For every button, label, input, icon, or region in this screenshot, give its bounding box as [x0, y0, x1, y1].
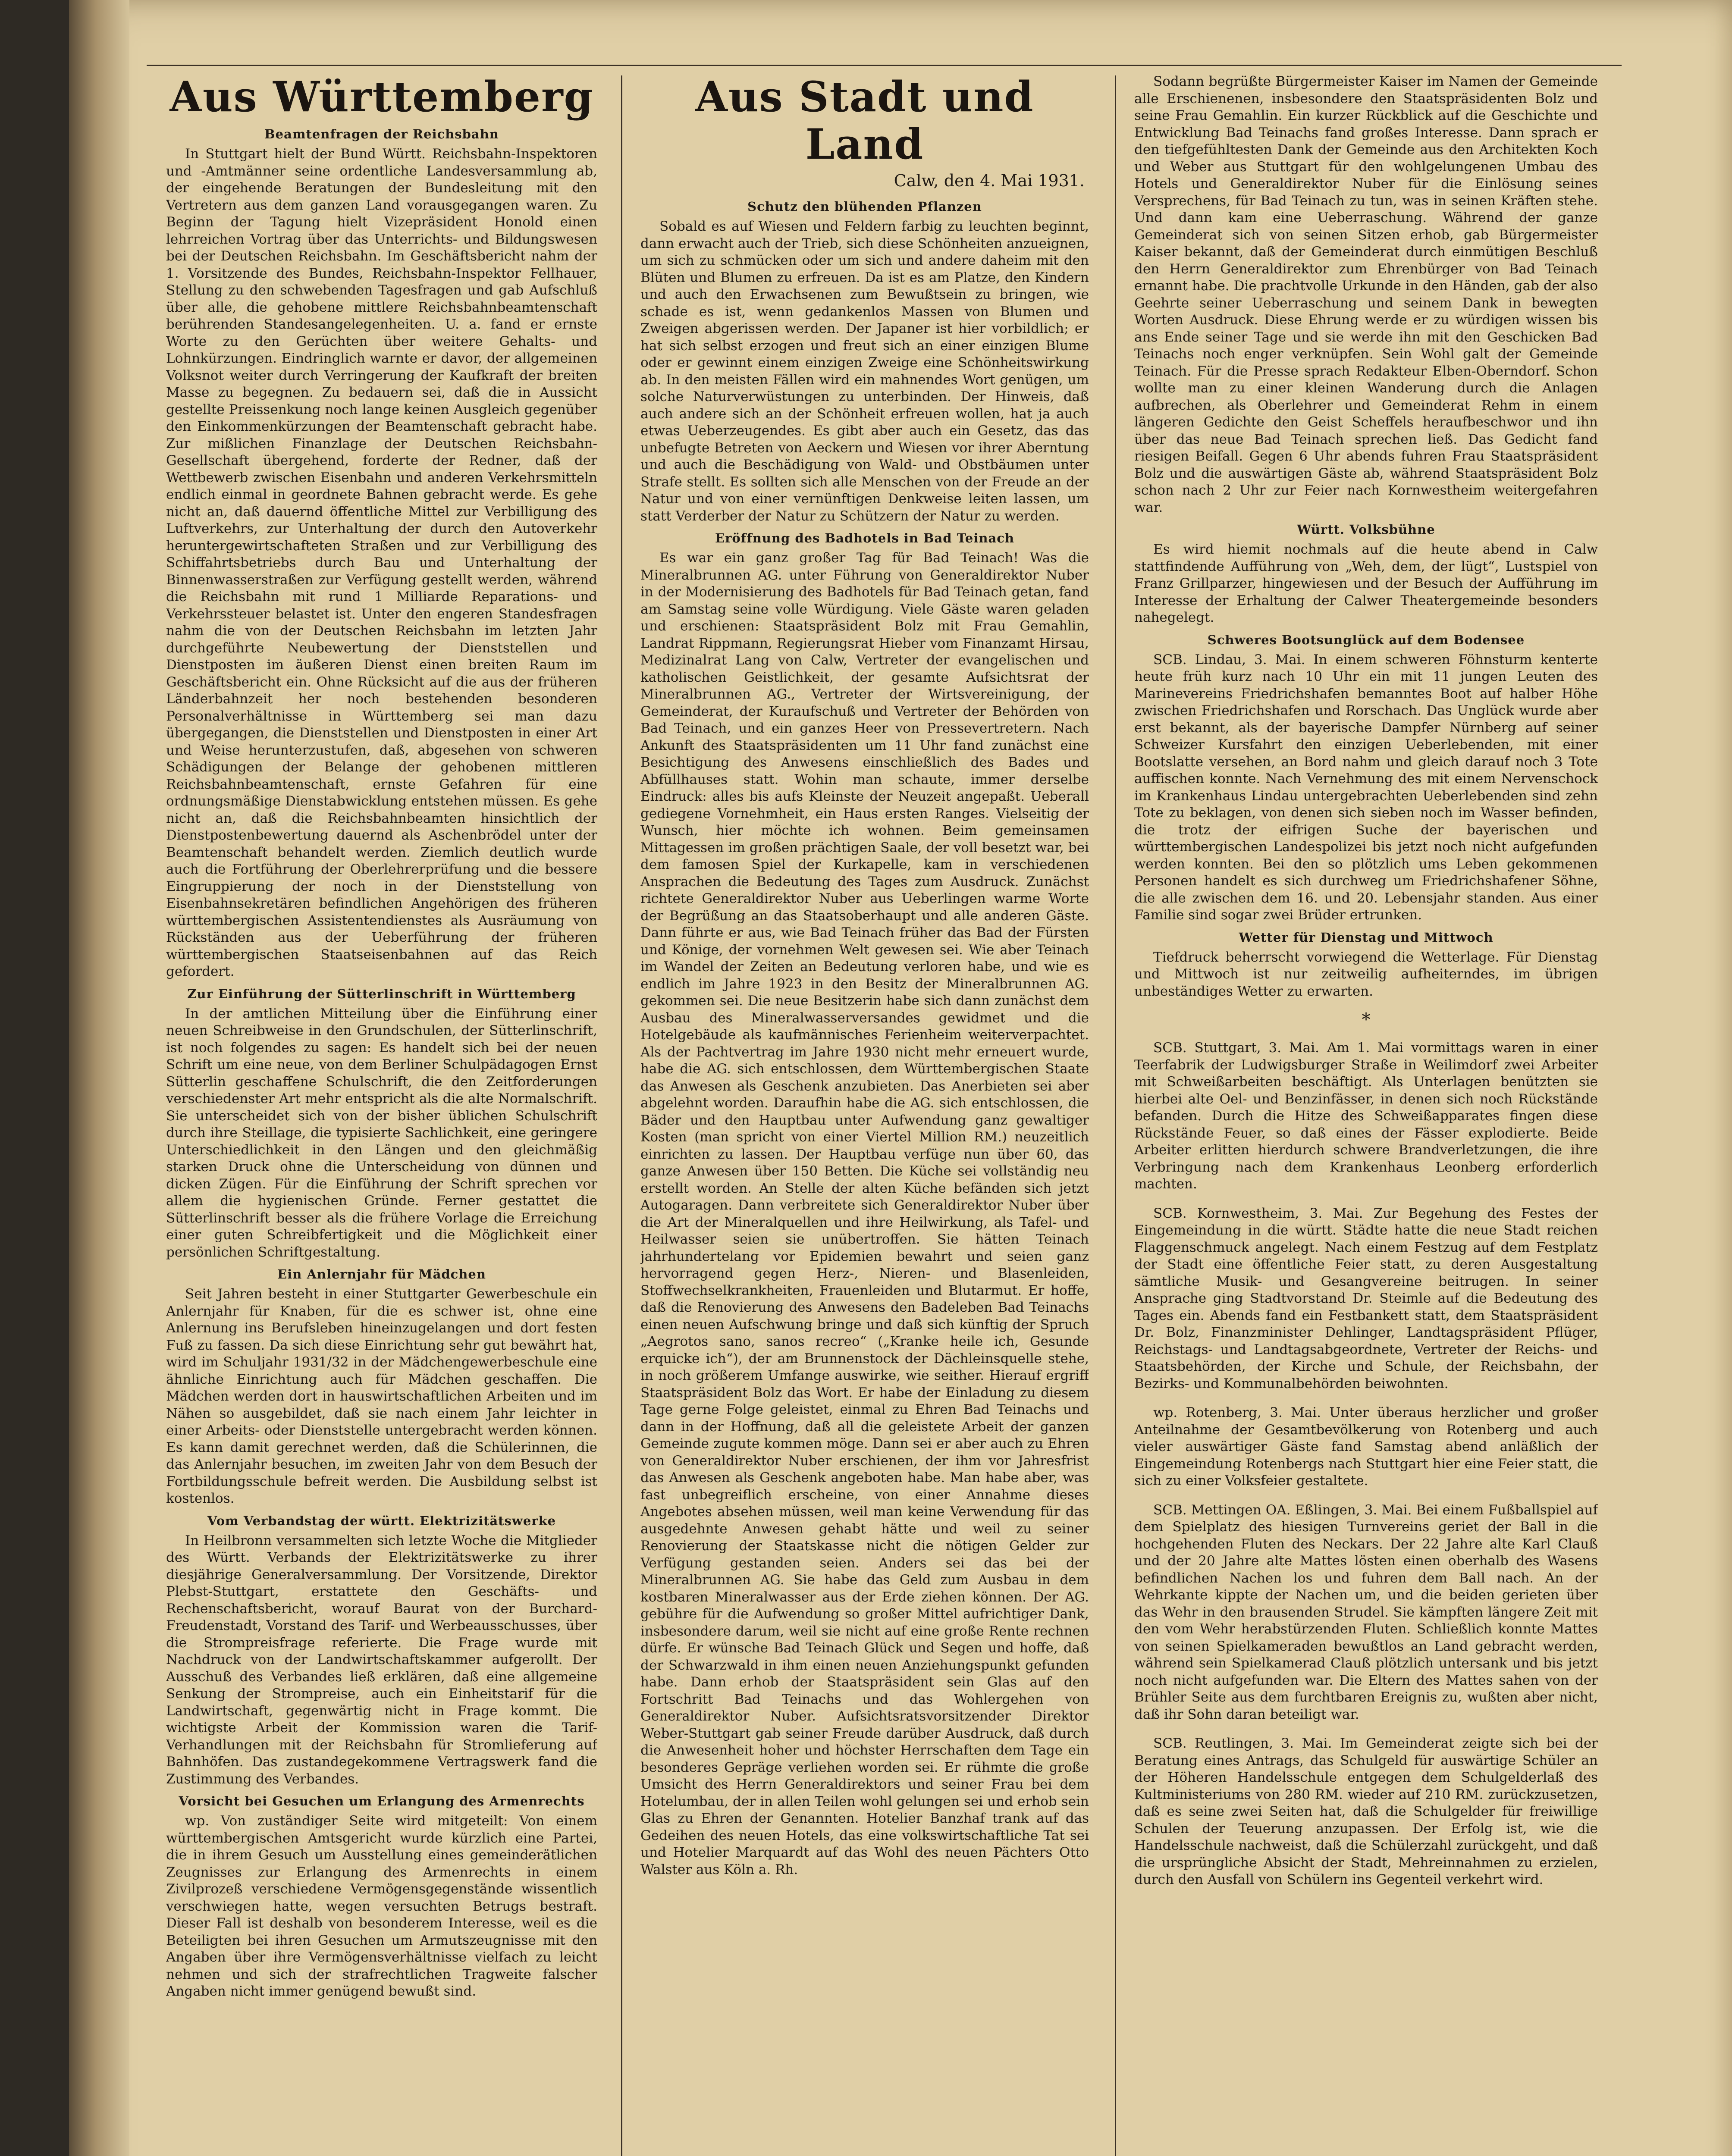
article-text: Tiefdruck beherrscht vorwiegend die Wetterlage. Für Dienstag und Mittwoch ist nur zeitweilig aufheiterndes, im übrigen unbeständiges Wetter zu erwarten. — [1134, 949, 1598, 999]
article-heading: Beamtenfragen der Reichsbahn — [264, 127, 499, 141]
section-title: Aus Württemberg — [169, 73, 594, 121]
article-heading: Vom Verbandstag der württ. Elektrizitätswerke — [207, 1513, 556, 1528]
dateline: Calw, den 4. Mai 1931. — [894, 171, 1085, 190]
article-heading: Ein Anlernjahr für Mädchen — [277, 1267, 486, 1282]
article-heading: Wetter für Dienstag und Mittwoch — [1239, 930, 1494, 945]
article-heading: Schutz den blühenden Pflanzen — [747, 199, 982, 214]
column-wuerttemberg — [166, 73, 597, 2156]
section-title: Aus Stadt und Land — [695, 73, 1034, 169]
spacer — [1134, 1723, 1598, 1735]
article-heading: Zur Einführung der Sütterlinschrift in Württemberg — [187, 986, 576, 1001]
page-fold-shadow — [69, 0, 129, 2156]
column-rule-2 — [1115, 75, 1116, 2156]
news-item: SCB. Reutlingen, 3. Mai. Im Gemeinderat zeigte sich bei der Beratung eines Antrags, das Schulgeld für auswärtige Schüler an der Höheren Handelsschule entgegen dem Schulgelderlaß des Kultministeriums von 280 RM. wieder auf 210 RM. zurückzusetzen, daß es seine zwei Seiten hat, daß die Schulgelder für freiwillige Schulen der Teuerung anzupassen. Der Erfolg ist, wie die Handelsschule nachweist, daß die Schülerzahl zurückgeht, und daß die ursprüngliche Absicht der Stadt, Mehreinnahmen zu erzielen, durch den Ausfall von Schülern ins Gegenteil verkehrt wird. — [1134, 1736, 1598, 1887]
spacer — [1134, 1193, 1598, 1205]
article-text: Sobald es auf Wiesen und Feldern farbig zu leuchten beginnt, dann erwacht auch der Trieb, sich diese Schönheiten anzueignen, um sich zu schmücken oder um sich und andere daheim mit den Blüten und Blumen zu erfreuen. Da ist es am Platze, den Kindern und auch den Erwachsenen zum Bewußtsein zu bringen, wie schade es ist, wenn gedankenlos Massen von Blumen und Zweigen abgerissen werden. Der Japaner ist hier vorbildlich; er hat sich selbst erzogen und freut sich an einer einzigen Blume oder er gewinnt einem einzigen Zweige eine Schönheitswirkung ab. In den meisten Fällen wird ein mahnendes Wort genügen, um solche Naturverwüstungen zu unterbinden. Der Hinweis, daß auch andere sich an der Schönheit erfreuen wollen, hat ja auch etwas Ueberzeugendes. Es gibt aber auch ein Gesetz, das das unbefugte Betreten von Aeckern und Wiesen vor ihrer Aberntung und auch die Beschädigung von Wald- und Obstbäumen unter Strafe stellt. Es sollten sich alle Menschen von der Freude an der Natur und von einer vernünftigen Denkweise leiten lassen, um statt Verderber der Natur zu Schützern der Natur zu werden. — [640, 219, 1089, 524]
news-item: wp. Rotenberg, 3. Mai. Unter überaus herzlicher und großer Anteilnahme der Gesamtbevölkerung von Rotenberg und auch vieler auswärtiger Gäste fand Samstag abend anläßlich der Eingemeindung Rotenbergs nach Stuttgart hier eine Feier statt, die sich zu einer Volksfeier gestaltete. — [1134, 1405, 1598, 1489]
spacer — [1134, 1490, 1598, 1502]
article-heading: Vorsicht bei Gesuchen um Erlangung des Armenrechts — [179, 1794, 585, 1808]
article-text: wp. Von zuständiger Seite wird mitgeteilt: Von einem württembergischen Amtsgericht wurde kürzlich eine Partei, die in ihrem Gesuch um Ausstellung eines gemeinderätlichen Zeugnisses zur Erlangung des Armenrechts in einem Zivilprozeß verschiedene Vermögensgegenstände wissentlich verschwiegen hatte, wegen versuchten Betrugs bestraft. Dieser Fall ist deshalb von besonderem Interesse, weil es die Beteiligten bei ihren Gesuchen um Armutszeugnisse mit den Angaben über ihre Vermögensverhältnisse vielfach zu leicht nehmen und sich der strafrechtlichen Tragweite falscher Angaben nicht immer genügend bewußt sind. — [166, 1813, 597, 1999]
article-text: SCB. Lindau, 3. Mai. In einem schweren Föhnsturm kenterte heute früh kurz nach 10 Uhr ein mit 11 jungen Leuten des Marinevereins Friedrichshafen bemanntes Boot auf halber Höhe zwischen Friedrichshafen und Rorschach. Das Unglück wurde aber erst bekannt, als der bayerische Dampfer Nürnberg auf seiner Schweizer Kursfahrt den einzigen Ueberlebenden, mit einer Bootslatte versehen, an Bord nahm und gleich darauf noch 3 Tote auffischen konnte. Nach Vernehmung des mit einem Nervenschock im Krankenhaus Lindau untergebrachten Ueberlebenden sind zehn Tote zu beklagen, von denen sich sieben noch im Wasser befinden, die trotz der eifrigen Suche der bayerischen und württembergischen Landespolizei bis jetzt noch nicht aufgefunden werden konnten. Bei den so plötzlich ums Leben gekommenen Personen handelt es sich durchweg um Friedrichshafener Söhne, die alle zwischen dem 16. und 20. Lebensjahr standen. Aus einer Familie sind sogar zwei Brüder ertrunken. — [1134, 652, 1598, 923]
article-text: Es war ein ganz großer Tag für Bad Teinach! Was die Mineralbrunnen AG. unter Führung von Generaldirektor Nuber in der Modernisierung des Badhotels für Bad Teinach getan, fand am Samstag seine volle Würdigung. Viele Gäste waren geladen und erschienen: Staatspräsident Bolz mit Frau Gemahlin, Landrat Rippmann, Regierungsrat Hieber vom Finanzamt Hirsau, Medizinalrat Lang von Calw, Vertreter der evangelischen und katholischen Geistlichkeit, der gesamte Aufsichtsrat der Mineralbrunnen AG., Vertreter der Wirtsvereinigung, der Gemeinderat, der Kuraufschuß und Vertreter der Behörden von Bad Teinach, und ein ganzes Heer von Pressevertretern. Nach Ankunft des Staatspräsidenten um 11 Uhr fand zunächst eine Besichtigung des Anwesens einschließlich des Bades und Abfüllhauses statt. Wohin man schaute, immer derselbe Eindruck: alles bis aufs Kleinste der Neuzeit angepaßt. Ueberall gediegene Vornehmheit, ein Haus ersten Ranges. Vielseitig der Wunsch, hier möchte ich wohnen. Beim gemeinsamen Mittagessen im großen prächtigen Saale, der voll besetzt war, bei dem famosen Spiel der Kurkapelle, kam in verschiedenen Ansprachen die Bedeutung des Tages zum Ausdruck. Zunächst richtete Generaldirektor Nuber aus Ueberlingen warme Worte der Begrüßung an das Staatsoberhaupt und alle anderen Gäste. Dann führte er aus, wie Bad Teinach früher das Bad der Fürsten und Könige, der vornehmen Welt gewesen sei. Wie aber Teinach im Wandel der Zeiten an Bedeutung verloren habe, und wie es endlich im Jahre 1923 in den Besitz der Mineralbrunnen AG. gekommen sei. Die neue Besitzerin habe sich dann zunächst dem Ausbau des Mineralwasserversandes gewidmet und die Hotelgebäude als kaufmännisches Ferienheim weiterverpachtet. Als der Pachtvertrag im Jahre 1930 nicht mehr erneuert wurde, habe die AG. sich entschlossen, dem Württembergischen Staate das Anwesen als Geschenk anzubieten. Das Anerbieten sei aber abgelehnt worden. Daraufhin habe die AG. sich entschlossen, die Bäder und den Hauptbau unter Aufwendung ganz gewaltiger Kosten (man spricht von einer Viertel Million RM.) neuzeitlich einrichten zu lassen. Der Hauptbau verfüge nun über 60, das ganze Anwesen über 150 Betten. Die Küche sei vollständig neu erstellt worden. An Stelle der alten Küche befänden sich jetzt Autogaragen. Dann verbreitete sich Generaldirektor Nuber über die Art der Mineralquellen und ihre Heilwirkung, als Tafel- und Heilwasser seien sie unübertroffen. Sie hätten Teinach jahrhundertelang vor Epidemien bewahrt und seien ganz hervorragend gegen Herz-, Nieren- und Blasenleiden, Stoffwechselkrankheiten, Frauenleiden und Blutarmut. Er hoffe, daß die Renovierung des Anwesens den Badeleben Bad Teinachs einen neuen Aufschwung bringe und daß sich künftig der Spruch „Aegrotos sano, sanos recreo“ („Kranke heile ich, Gesunde erquicke ich“), der am Brunnenstock der Dächleinsquelle stehe, in noch größerem Umfange auswirke, wie seither. Hierauf ergriff Staatspräsident Bolz das Wort. Er habe der Einladung zu diesem Tage gerne Folge geleistet, einmal zu Ehren Bad Teinachs und dann in der Hoffnung, daß all die geleistete Arbeit der ganzen Gemeinde zugute kommen möge. Dann sei er aber auch zu Ehren von Generaldirektor Nuber erschienen, der ihm vor Jahresfrist das Anwesen als Geschenk angeboten habe. Man habe aber, was fast unbegreiflich erscheine, von einer Annahme dieses Angebotes absehen müssen, weil man keine Verwendung für das ausgedehnte Anwesen gehabt hätte und weil zu seiner Renovierung der Staatskasse nicht die nötigen Gelder zur Verfügung gestanden seien. Anders sei das bei der Mineralbrunnen AG. Sie habe das Geld zum Ausbau in dem kostbaren Mineralwasser aus der Erde ziehen können. Der AG. gebühre für die Aufwendung so großer Mittel aufrichtiger Dank, insbesondere darum, weil sie nicht auf eine große Rente rechnen dürfe. Er wünsche Bad Teinach Glück und Segen und hoffe, daß der Schwarzwald in ihm einen neuen Anziehungspunkt gefunden habe. Dann erhob der Staatspräsident sein Glas auf den Fortschritt Bad Teinachs und das Wohlergehen von Generaldirektor Nuber. Aufsichtsratsvorsitzender Direktor Weber-Stuttgart gab seiner Freude darüber Ausdruck, daß durch die Anwesenheit hoher und höchster Herrschaften dem Tage ein besonderes Gepräge verliehen worden sei. Er rühmte die große Umsicht des Herrn Generaldirektors und seiner Frau bei dem Hotelumbau, der in allen Teilen wohl gelungen sei und erhob sein Glas zu Ehren der Genannten. Hotelier Banzhaf trank auf das Gedeihen des neuen Hotels, das eine volkswirtschaftliche Tat sei und Hotelier Marquardt auf das Wohl des neuen Pächters Otto Walster aus Köln a. Rh. — [640, 550, 1089, 1877]
column-continued — [1134, 73, 1598, 2156]
news-item: SCB. Kornwestheim, 3. Mai. Zur Begehung des Festes der Eingemeindung in die württ. Städte hatte die neue Stadt reichen Flaggenschmuck angelegt. Nach einem Festzug auf dem Festplatz der Stadt eine öffentliche Feier statt, zu deren Ausgestaltung sämtliche Musik- und Gesangvereine beitrugen. In seiner Ansprache ging Stadtvorstand Dr. Steimle auf die Bedeutung des Tages ein. Abends fand ein Festbankett statt, dem Staatspräsident Dr. Bolz, Finanzminister Dehlinger, Landtagspräsident Pflüger, Reichstags- und Landtagsabgeordnete, Vertreter der Reichs- und Staatsbehörden, der Kirche und Schule, der Reichsbahn, der Bezirks- und Kommunalbehörden beiwohnten. — [1134, 1205, 1598, 1391]
article-heading: Eröffnung des Badhotels in Bad Teinach — [715, 531, 1014, 545]
article-text: Sodann begrüßte Bürgermeister Kaiser im Namen der Gemeinde alle Erschienenen, insbesondere den Staatspräsidenten Bolz und seine Frau Gemahlin. Ein kurzer Rückblick auf die Geschichte und Entwicklung Bad Teinachs fand großes Interesse. Dann sprach er den tiefgefühltesten Dank der Gemeinde aus den Architekten Koch und Weber aus Stuttgart für den wohlgelungenen Umbau des Hotels und Generaldirektor Nuber für die Einlösung seines Versprechens, für Bad Teinach zu tun, was in seinen Kräften stehe. Und dann kam eine Ueberraschung. Während der ganze Gemeinderat sich von seinen Sitzen erhob, gab Bürgermeister Kaiser bekannt, daß der Gemeinderat durch einmütigen Beschluß den Herrn Generaldirektor zum Ehrenbürger von Bad Teinach ernannt habe. Die prachtvolle Urkunde in den Händen, gab der also Geehrte seiner Ueberraschung und seinem Dank in bewegten Worten Ausdruck. Diese Ehrung werde er zu würdigen wissen bis ans Ende seiner Tage und sie werde ihn mit den Geschicken Bad Teinachs noch enger verknüpfen. Sein Wohl galt der Gemeinde Teinach. Für die Presse sprach Redakteur Elben-Oberndorf. Schon wollte man zu einer kleinen Wanderung durch die Anlagen aufbrechen, als Oberlehrer und Gemeinderat Rehm in einem längeren Gedichte den Geist Scheffels heraufbeschwor und ihn über das neue Bad Teinach sprechen ließ. Das Gedicht fand riesigen Beifall. Gegen 6 Uhr abends fuhren Frau Staatspräsident Bolz und die auswärtigen Gäste ab, während Staatspräsident Bolz schon nach 2 Uhr zur Feier nach Kornwestheim weitergefahren war. — [1134, 74, 1598, 515]
spacer — [1134, 1392, 1598, 1404]
column-rule-1 — [621, 75, 622, 2156]
article-heading: Württ. Volksbühne — [1297, 522, 1435, 537]
article-text: In Heilbronn versammelten sich letzte Woche die Mitglieder des Württ. Verbands der Elektrizitätswerke zu ihrer diesjährige Generalversammlung. Der Vorsitzende, Direktor Plebst-Stuttgart, erstattete den Geschäfts- und Rechenschaftsbericht, worauf Baurat von der Burchard-Freudenstadt, Vorstand des Tarif- und Werbeausschusses, über die Strompreisfrage referierte. Die Frage wurde mit Nachdruck von der Landwirtschaftskammer aufgerollt. Der Ausschuß des Verbandes ließ erklären, daß eine allgemeine Senkung der Strompreise, auch ein Einheitstarif für die Landwirtschaft, gegenwärtig nicht in Frage kommt. Die wichtigste Arbeit der Kommission waren die Tarif-Verhandlungen mit der Reichsbahn für Stromlieferung auf Bahnhöfen. Das zustandegekommene Vertragswerk fand die Zustimmung des Verbandes. — [166, 1532, 597, 1787]
article-text: In Stuttgart hielt der Bund Württ. Reichsbahn-Inspektoren und -Amtmänner seine ordentliche Landesversammlung ab, der eingehende Beratungen der Bundesleitung mit den Vertretern aus dem ganzen Land vorausgegangen waren. Zu Beginn der Tagung hielt Vizepräsident Honold einen lehrreichen Vortrag über das Unterrichts- und Bildungswesen bei der Deutschen Reichsbahn. Im Geschäftsbericht nahm der 1. Vorsitzende des Bundes, Reichsbahn-Inspektor Fellhauer, Stellung zu den schwebenden Tagesfragen und gab Aufschluß über alle, die gehobene mittlere Reichsbahnbeamtenschaft berührenden Standesangelegenheiten. U. a. fand er ernste Worte zu den Gerüchten über weitere Gehalts- und Lohnkürzungen. Eindringlich warnte er davor, der allgemeinen Volksnot weiter durch Verringerung der Kaufkraft der breiten Masse zu begegnen. Zu bedauern sei, daß die in Aussicht gestellte Preissenkung noch lange keinen Ausgleich gegenüber den Einkommenkürzungen der Beamtenschaft gebracht habe. Zur mißlichen Finanzlage der Deutschen Reichsbahn-Gesellschaft übergehend, forderte der Redner, daß der Wettbewerb zwischen Eisenbahn und anderen Verkehrsmitteln endlich einmal in geordnete Bahnen gebracht werde. Es gehe nicht an, daß dauernd öffentliche Mittel zur Verbilligung des Luftverkehrs, zur Unterhaltung der durch den Autoverkehr heruntergewirtschafteten Straßen und zur Verbilligung des Schiffahrtsbetriebs durch Bau und Unterhaltung der Binnenwasserstraßen zur Verfügung gestellt werden, während die Reichsbahn mit rund 1 Milliarde Reparations- und Verkehrssteuer belastet ist. Unter den engeren Standesfragen nahm die von der Deutschen Reichsbahn im letzten Jahr durchgeführte Neubewertung der Dienststellen und Dienstposten im äußeren Dienst einen breiten Raum im Geschäftsbericht ein. Ohne Rücksicht auf die aus der früheren Länderbahnzeit her noch bestehenden besonderen Personalverhältnisse in Württemberg sei man dazu übergegangen, die Dienststellen und Dienstposten in einer Art und Weise herunterzustufen, daß, abgesehen von schweren Schädigungen der Belange der gehobenen mittleren Reichsbahnbeamtenschaft, ernste Gefahren für eine ordnungsmäßige Dienstabwicklung entstehen müssen. Es gehe nicht an, daß die Reichsbahnbeamten hinsichtlich der Dienstpostenbewertung dauernd als Aschenbrödel unter der Beamtenschaft behandelt werden. Ziemlich deutlich wurde auch die Fortführung der Oberlehrerprüfung und die bessere Eingruppierung der noch in der Dienststellung von Eisenbahnsekretären befindlichen Angehörigen des früheren württembergischen Assistentendienstes als Ausräumung von Rückständen aus der Ueberführung der früheren württembergischen Staatseisenbahnen auf das Reich gefordert. — [166, 146, 597, 979]
separator-star: * — [1362, 1010, 1371, 1030]
article-text: Es wird hiemit nochmals auf die heute abend in Calw stattfindende Aufführung von „Weh, dem, der lügt“, Lustspiel von Franz Grillparzer, hingewiesen und der Besuch der Aufführung im Interesse der Erhaltung der Calwer Theatergemeinde besonders nahegelegt. — [1134, 542, 1598, 625]
news-item: SCB. Stuttgart, 3. Mai. Am 1. Mai vormittags waren in einer Teerfabrik der Ludwigsburger Straße in Weilimdorf zwei Arbeiter mit Schweißarbeiten beschäftigt. Als Unterlagen benützten sie hierbei alte Oel- und Benzinfässer, in denen sich noch Rückstände befanden. Durch die Hitze des Schweißapparates fingen diese Rückstände Feuer, so daß eines der Fässer explodierte. Beide Arbeiter erlitten hierdurch schwere Brandverletzungen, die ihre Verbringung nach dem Krankenhaus Leonberg erforderlich machten. — [1134, 1040, 1598, 1192]
news-item: SCB. Mettingen OA. Eßlingen, 3. Mai. Bei einem Fußballspiel auf dem Spielplatz des hiesigen Turnvereins geriet der Ball in die hochgehenden Fluten des Neckars. Der 22 Jahre alte Karl Clauß und der 20 Jahre alte Mattes lösten einen oberhalb des Wasens befindlichen Nachen los und fuhren dem Ball nach. An der Wehrkante kippte der Nachen um, und die beiden gerieten über das Wehr in den brausenden Strudel. Sie kämpften längere Zeit mit den vom Wehr herabstürzenden Fluten. Schließlich konnte Mattes von seinen Spielkameraden bewußtlos an Land gebracht werden, während sein Spielkamerad Clauß plötzlich untersank und bis jetzt noch nicht aufgefunden war. Die Eltern des Mattes sahen von der Brühler Seite aus dem furchtbaren Ereignis zu, wußten aber nicht, daß ihr Sohn daran beteiligt war. — [1134, 1502, 1598, 1722]
top-rule — [147, 65, 1622, 66]
column-stadt-und-land — [640, 73, 1089, 2156]
article-text: Seit Jahren besteht in einer Stuttgarter Gewerbeschule ein Anlernjahr für Knaben, für die es schwer ist, ohne eine Anlernung ins Berufsleben hineinzugelangen und dort festen Fuß zu fassen. Da sich diese Einrichtung sehr gut bewährt hat, wird im Schuljahr 1931/32 in der Mädchengewerbeschule eine ähnliche Einrichtung auch für Mädchen geschaffen. Die Mädchen werden dort in hauswirtschaftlichen Arbeiten und im Nähen so ausgebildet, daß sie nach einem Jahr leichter in einer Arbeits- oder Dienststelle untergebracht werden können. Es kann damit gerechnet werden, daß die Schülerinnen, die das Anlernjahr besuchen, im zweiten Jahr von dem Besuch der Fortbildungsschule befreit werden. Die Ausbildung selbst ist kostenlos. — [166, 1286, 597, 1506]
article-text: In der amtlichen Mitteilung über die Einführung einer neuen Schreibweise in den Grundschulen, der Sütterlinschrift, ist noch folgendes zu sagen: Es handelt sich bei der neuen Schrift um eine neue, von dem Berliner Schulpädagogen Ernst Sütterlin geschaffene Schulschrift, die den Zeitforderungen verschiedenster Art mehr entspricht als die alte Normalschrift. Sie unterscheidet sich von der bisher üblichen Schulschrift durch ihre Steillage, die typisierte Sachlichkeit, eine geringere Unterschiedlichkeit in den Längen und den gleichmäßig starken Druck ohne die Unterscheidung von dünnen und dicken Zügen. Für die Einführung der Schrift sprechen vor allem die hygienischen Gründe. Ferner gestattet die Sütterlinschrift besser als die frühere Vorlage die Erreichung einer guten Schreibfertigkeit und die Möglichkeit einer persönlichen Schriftgestaltung. — [166, 1006, 597, 1260]
article-heading: Schweres Bootsunglück auf dem Bodensee — [1207, 632, 1525, 647]
